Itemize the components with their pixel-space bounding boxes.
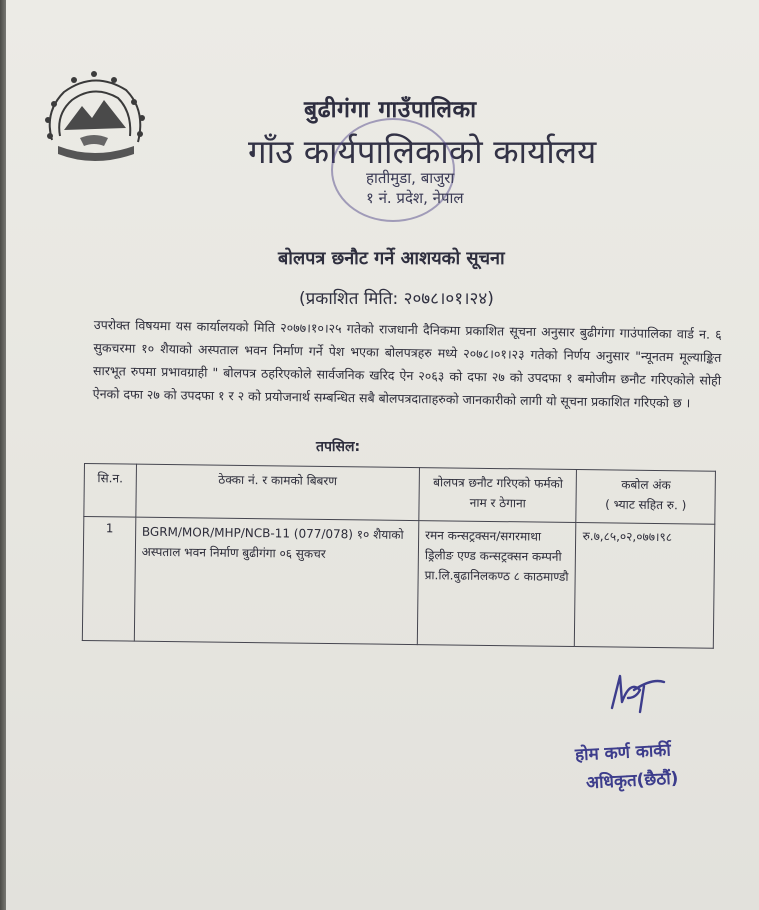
notice-body: उपरोक्त विषयमा यस कार्यालयको मिति २०७७।१०।२५ गतेको राजधानी दैनिकमा प्रकाशित सूचना अनुसार बुढीगंगा गाउंपालिका वार्ड न. ६ सुकचरमा १० शैयाको अस्पताल भवन निर्माण गर्ने पेश भएका बोलपत्रहरु मध्ये २०७८।०१।२३ गतेको निर्णय अनुसार "न्यूनतम मूल्याङ्कित सारभूत रुपमा प्रभावग्राही " बोलपत्र ठहरिएकोले सार्वजनिक खरिद ऐन २०६३ को दफा २७ को उपदफा १ बमोजीम छनौट गरिएकोले सोही ऐनको दफा २७ को उपदफा १ र २ को प्रयोजनार्थ सम्बन्धित सबै बोलपत्रदाताहरुको जानकारीको लागी यो सूचना प्रकाशित गरिएको छ ।: [92, 316, 722, 411]
office-name: गाँउ कार्यपालिकाको कार्यालय: [248, 132, 597, 171]
signer-title: अधिकृत(छैठौं): [585, 768, 679, 794]
contract-table: [82, 463, 716, 649]
municipality-name: बुढीगंगा गाउँपालिका: [304, 97, 477, 123]
notice-document: [6, 0, 759, 910]
header-serial-number: सि.न.: [84, 464, 136, 518]
header-bid-amount: कबोल अंक ( भ्याट सहित रु. ): [576, 470, 715, 525]
nepal-emblem-icon: [34, 62, 154, 174]
header-contract-description: ठेक्का नं. र कामको बिबरण: [136, 464, 420, 520]
address-line-2: १ नं. प्रदेश, नेपाल: [366, 189, 464, 207]
signer-name: होम कर्ण कार्की: [574, 740, 672, 766]
details-heading: तपसिल:: [316, 439, 361, 455]
handwritten-signature-icon: [600, 668, 678, 716]
notice-title: बोलपत्र छनौट गर्ने आशयको सूचना: [278, 248, 505, 269]
selected-firm: रमन कन्सट्रक्सन/सगरमाथा ड्रिलीङ एण्ड कन्सट्रक्सन कम्पनी प्रा.लि.बुढानिलकण्ठ ८ काठमाण्डौ: [417, 521, 576, 647]
bid-amount: रु.७,८५,०२,०७७।९८: [575, 523, 715, 649]
serial-number: 1: [82, 517, 135, 642]
table-row: [82, 517, 714, 649]
published-date: (प्रकाशित मिति: २०७८।०१।२४): [299, 289, 494, 309]
address-line-1: हातीमुडा, बाजुरा: [366, 169, 455, 187]
contract-description: BGRM/MOR/MHP/NCB-11 (077/078) १० शैयाको अस्पताल भवन निर्माण बुढीगंगा ०६ सुकचर: [134, 517, 419, 644]
header-firm-name-address: बोलपत्र छनौट गरिएको फर्मको नाम र ठेगाना: [419, 468, 577, 523]
office-address: [366, 168, 464, 208]
table-header-row: [84, 464, 716, 525]
